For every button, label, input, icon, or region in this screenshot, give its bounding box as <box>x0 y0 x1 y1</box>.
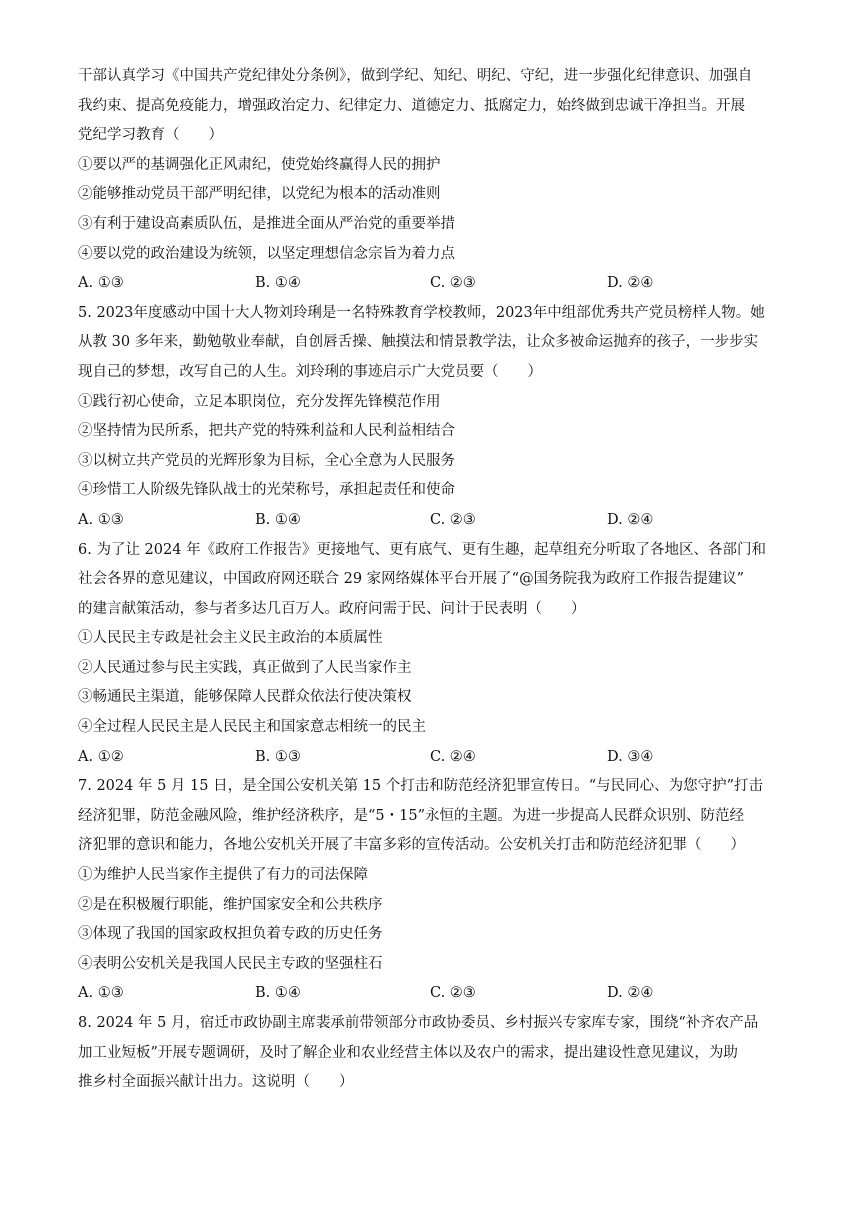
answer-options <box>78 743 784 773</box>
stem-line: 党纪学习教育（ ） <box>78 127 223 144</box>
option-c: C. ②③ <box>430 985 476 1002</box>
statement: ③体现了我国的国家政权担负着专政的历史任务 <box>78 926 383 943</box>
stem-line: 7. 2024 年 5 月 15 日，是全国公安机关第 15 个打击和防范经济犯罪宣传日。“与民同心、为您守护”打击 <box>78 778 764 795</box>
option-d: D. ③④ <box>607 748 654 765</box>
stem-line: 济犯罪的意识和能力，各地公安机关开展了丰富多彩的宣传活动。公安机关打击和防范经济犯罪（ ） <box>78 837 745 854</box>
question-7 <box>78 772 784 1009</box>
question-6 <box>78 536 784 773</box>
option-b: B. ①④ <box>255 985 301 1002</box>
stem-line: 从教 30 多年来，勤勉敬业奉献，自创唇舌操、触摸法和情景教学法，让众多被命运抛弃的孩子，一步步实 <box>78 334 759 351</box>
answer-options <box>78 269 784 299</box>
statement: ②能够推动党员干部严明纪律，以党纪为根本的活动准则 <box>78 186 441 203</box>
statement: ①人民民主专政是社会主义民主政治的本质属性 <box>78 630 383 647</box>
stem-line: 8. 2024 年 5 月，宿迁市政协副主席裴承前带领部分市政协委员、乡村振兴专家库专家，围绕“补齐农产品 <box>78 1015 759 1031</box>
question-8 <box>78 1009 784 1098</box>
question-5 <box>78 299 784 536</box>
option-a: A. ①③ <box>78 985 124 1002</box>
statement: ④表明公安机关是我国人民民主专政的坚强柱石 <box>78 955 383 972</box>
statement: ①为维护人民当家作主提供了有力的司法保障 <box>78 867 368 884</box>
answer-options <box>78 506 784 536</box>
exam-page <box>78 62 784 1098</box>
option-d: D. ②④ <box>607 985 654 1002</box>
stem-line: 加工业短板”开展专题调研，及时了解企业和农业经营主体以及农户的需求，提出建设性意见建议，为助 <box>78 1044 738 1061</box>
option-a: A. ①② <box>78 748 124 765</box>
stem-line: 现自己的梦想，改写自己的人生。刘玲琍的事迹启示广大党员要（ ） <box>78 363 542 380</box>
statement: ②是在积极履行职能，维护国家安全和公共秩序 <box>78 896 383 913</box>
option-b: B. ①④ <box>255 275 301 292</box>
stem-line: 的建言献策活动，参与者多达几百万人。政府问需于民、问计于民表明（ ） <box>78 600 586 617</box>
stem-line: 干部认真学习《中国共产党纪律处分条例》，做到学纪、知纪、明纪、守纪，进一步强化纪律意识、加强自 <box>78 68 753 84</box>
option-a: A. ①③ <box>78 511 124 528</box>
statement: ②坚持情为民所系，把共产党的特殊利益和人民利益相结合 <box>78 423 455 440</box>
stem-line: 经济犯罪，防范金融风险，维护经济秩序，是“5・15”永恒的主题。为进一步提高人民群众识别、防范经 <box>78 807 744 824</box>
statement: ①践行初心使命，立足本职岗位，充分发挥先锋模范作用 <box>78 393 441 410</box>
statement: ③畅通民主渠道，能够保障人民群众依法行使决策权 <box>78 689 412 706</box>
statement: ④全过程人民民主是人民民主和国家意志相统一的民主 <box>78 719 426 736</box>
stem-line: 社会各界的意见建议，中国政府网还联合 29 家网络媒体平台开展了“@国务院我为政府工作报告提建议” <box>78 571 744 588</box>
statement: ②人民通过参与民主实践，真正做到了人民当家作主 <box>78 659 412 676</box>
answer-options <box>78 979 784 1009</box>
option-b: B. ①④ <box>255 511 301 528</box>
option-c: C. ②③ <box>430 511 476 528</box>
stem-line: 5. 2023年度感动中国十大人物刘玲琍是一名特殊教育学校教师，2023年中组部优秀共产党员榜样人物。她 <box>78 304 765 321</box>
statement: ④要以党的政治建设为统领，以坚定理想信念宗旨为着力点 <box>78 245 455 262</box>
option-a: A. ①③ <box>78 275 124 292</box>
question-4-continuation <box>78 62 784 299</box>
stem-line: 6. 为了让 2024 年《政府工作报告》更接地气、更有底气、更有生趣，起草组充分听取了各地区、各部门和 <box>78 541 767 558</box>
option-d: D. ②④ <box>607 511 654 528</box>
stem-line: 我约束、提高免疫能力，增强政治定力、纪律定力、道德定力、抵腐定力，始终做到忠诚干净担当。开展 <box>78 97 745 114</box>
statement: ①要以严的基调强化正风肃纪，使党始终赢得人民的拥护 <box>78 156 441 173</box>
stem-line: 推乡村全面振兴献计出力。这说明（ ） <box>78 1074 354 1091</box>
option-c: C. ②④ <box>430 748 476 765</box>
statement: ③以树立共产党员的光辉形象为目标，全心全意为人民服务 <box>78 452 455 469</box>
option-b: B. ①③ <box>255 748 301 765</box>
option-c: C. ②③ <box>430 275 476 292</box>
statement: ④珍惜工人阶级先锋队战士的光荣称号，承担起责任和使命 <box>78 482 455 499</box>
option-d: D. ②④ <box>607 275 654 292</box>
statement: ③有利于建设高素质队伍，是推进全面从严治党的重要举措 <box>78 215 455 232</box>
